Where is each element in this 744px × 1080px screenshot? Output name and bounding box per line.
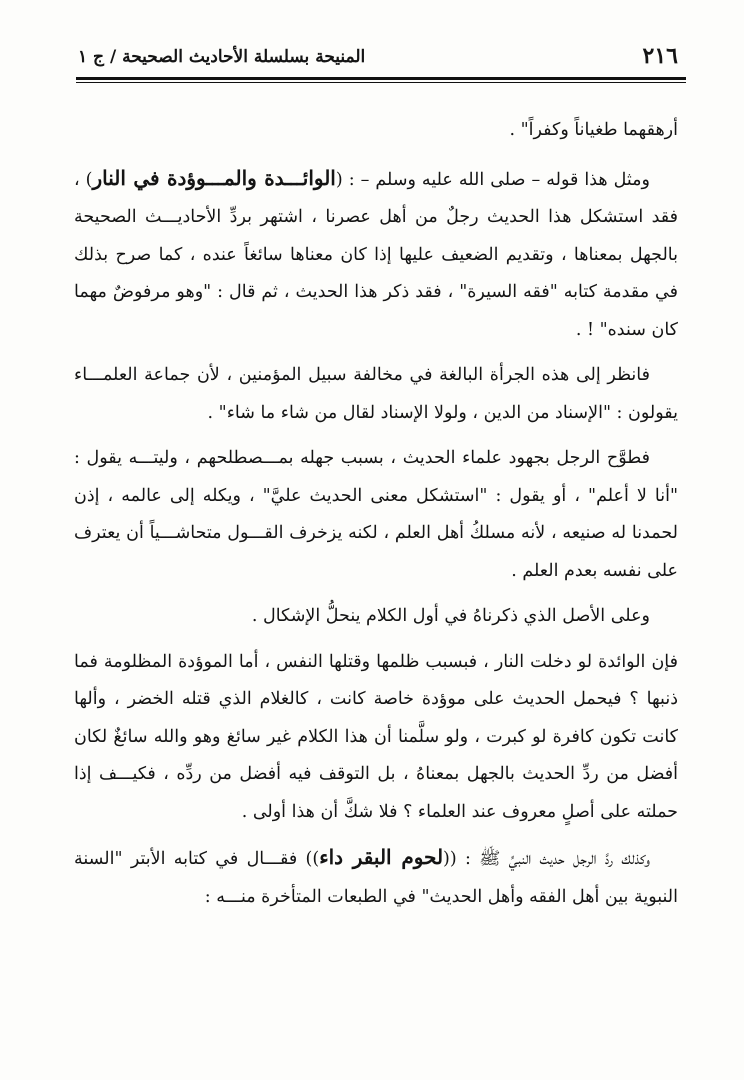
paragraph-6: فإن الوائدة لو دخلت النار ، فبسبب ظلمها وقتلها النفس ، أما الموؤدة المظلومة فما ذنبها ؟ فيحمل الحديث على موؤدة خاصة كانت ، كالغلام الذي قتله الخضر ، وألها كانت تكون كافرة لو كبرت ، ولو سلَّمنا أن هذا الكلام غير سائغ وهو والله سائغٌ لكان أفضل من ردِّ الحديث بالجهل بمعناهُ ، بل التوقف فيه أفضل من ردِّه ، فكيـــف إذا حملته على أصلٍ معروف عند العلماء ؟ فلا شكَّ أن هذا أولى . [74,651,678,822]
paragraph-2-rest: ) ، فقد استشكل هذا الحديث رجلٌ من أهل عصرنا ، اشتهر بردِّ الأحاديـــث الصحيحة بالجهل بمعناها ، وتقديم الضعيف عليها إذا كان معناها سائغاً عنده ، كما صرح بذلك في مقدمة كتابه "فقه السيرة" ، فقد ذكر هذا الحديث ، ثم قال : "وهو مرفوضٌ مهما كان سنده" ! . [74,169,678,340]
paragraph-7-rest: )) فقـــال في كتابه الأبتر "السنة النبوية بين أهل الفقه وأهل الحديث" في الطبعات المتأخرة منـــه : [74,849,678,907]
header-rule-thin [76,82,686,83]
paragraph-2 [74,160,678,350]
running-header [78,40,678,76]
paragraph-7-lead: وكذلك ردَّ الرجل حديث النبيِّ ﷺ : (( [443,849,650,869]
paragraph-1: أرهقهما طغياناً وكفراً" . [509,120,678,140]
hadith-text-beef: لحوم البقر داء [319,845,444,869]
paragraph-5: وعلى الأصل الذي ذكرناهُ في أول الكلام ينحلُّ الإشكال . [251,606,650,626]
paragraph-4: فطوَّح الرجل بجهود علماء الحديث ، بسبب جهله بمـــصطلحهم ، وليتـــه يقول : "أنا لا أعلم" ، أو يقول : "استشكل معنى الحديث عليَّ" ، ويكله إلى عالمه ، إذن لحمدنا له صنيعه ، لأنه مسلكُ أهل العلم ، لكنه يزخرف القـــول متحاشـــياً أن يعترف على نفسه بعدم العلم . [74,448,678,581]
book-title: المنيحة بسلسلة الأحاديث الصحيحة / ج ١ [78,47,366,67]
paragraph-3: فانظر إلى هذه الجرأة البالغة في مخالفة سبيل المؤمنين ، لأن جماعة العلمـــاء يقولون : "الإسناد من الدين ، ولولا الإسناد لقال من شاء ما شاء" . [74,365,678,423]
paragraph-7 [74,839,678,916]
paragraph-2-lead: ومثل هذا قوله – صلى الله عليه وسلم – : ( [335,169,650,190]
page-number: ٢١٦ [642,43,678,69]
header-rule-thick [76,77,686,80]
body-text [74,112,678,924]
hadith-text-wailda: الوائـــدة والمـــوؤدة في النار [92,165,336,190]
